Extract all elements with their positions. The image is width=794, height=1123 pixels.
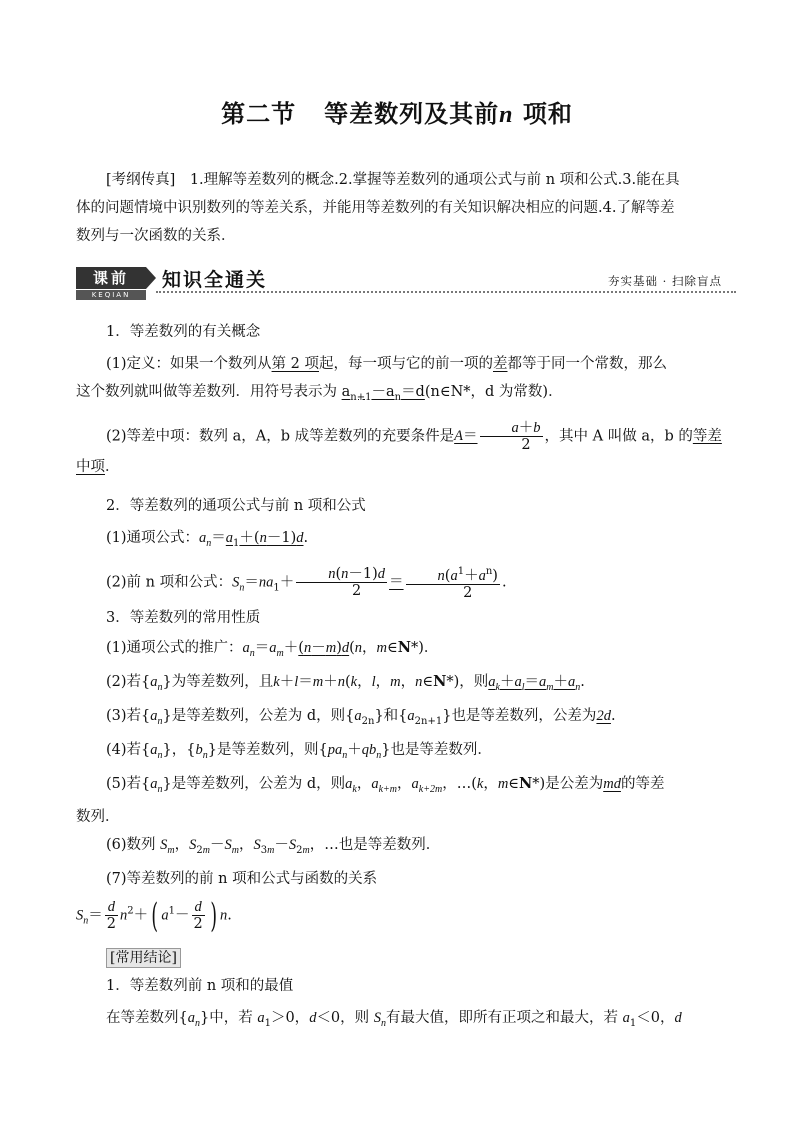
section-2-heading: 2．等差数列的通项公式与前 n 项和公式 [106, 498, 366, 514]
function-relation-formula: $S_n=$ $\frac{d}{2}$ $n^2+$( $a^1-$ $\frac{d}{2}$ ) n. [76, 895, 232, 936]
outline-block: [考纲传真] 1.理解等差数列的概念.2.掌握等差数列的通项公式与前 n 项和公式.3.能在具 体的问题情境中识别数列的等差关系，并能用等差数列的有关知识解决相应的问题.4.了解等差 数列与一次函数的关系． [76, 172, 680, 244]
section-divider [156, 291, 736, 293]
badge-arrow-icon [146, 267, 156, 289]
conclusions: [常用结论] 1．等差数列前 n 项和的最值 在等差数列$\{a_n\}$中，若 $a_1>0$，d＜0，则 $S_n$有最大值，即所有正项之和最大，若 $a_1<0$，d [76, 944, 726, 1038]
section-3: 3．等差数列的常用性质 (1)通项公式的推广：$a_n=a_m+(n-m)d(n$，m∈N*)． (2)若$\{a_n\}$为等差数列，且k＋l＝m＋n(k，l，m，n∈N*)，则$a_k+a_l=a_m+a_n$. (3)若$\{a_n\}$是等差数列，公差为 d，则$\{a_{2n}\}$和$\{a_{2n+1}\}$也是等差数列，公差为2d. (4)若$\{a_n\}$，$\{b_n\}$是等差数列，则$\{pa_n+qb_n\}$也是等差数列． (5)若$\{a_n\}$是等差数列，公差为 d，则$a_k$，$a_{k+m}$，$a_{k+2m}$，…(k，m∈N*)是公差为md的等差 数列． (6)数列 $S_m$，$S_{2m}-S_m$，$S_{3m}-S_{2m}$，…也是等差数列． (7)等差数列的前 n 项和公式与函数的关系 $S_n=$ $\frac{d}{2}$ $n^2+$( $a^1-$ $\frac{d}{2}$ ) n. [76, 604, 726, 932]
section-title: 知识全通关 [162, 269, 268, 291]
conclusions-tag: [常用结论] [106, 948, 181, 968]
section-3-heading: 3．等差数列的常用性质 [106, 610, 261, 626]
title-suffix: 项和 [522, 100, 573, 128]
page-title [0, 94, 794, 129]
title-prefix: 第二节 [221, 100, 297, 128]
section-1: 1．等差数列的有关概念 (1)定义：如果一个数列从第 2 项起，每一项与它的前一项的差都等于同一个常数，那么 这个数列就叫做等差数列．用符号表示为 $a_{n+1}-a_n=d(n\in N*$，d 为常数)． (2)等差中项：数列 a，A，b 成等差数列的充要条件是A＝ $\frac{a+b}{2}$ ，其中 A 叫做 a，b 的等差 中项． [76, 318, 726, 481]
outline-label: [考纲传真] [106, 172, 176, 188]
section-1-heading: 1．等差数列的有关概念 [106, 324, 261, 340]
title-main: 等差数列及其前 [324, 100, 500, 128]
title-variable: n [499, 102, 514, 128]
section-badge-sub: KEQIAN [76, 290, 146, 300]
section-banner [76, 265, 736, 301]
middle-term-formula: A＝ $\frac{a+b}{2}$ [454, 419, 541, 453]
sum-formula: $\frac{n(n-1)d}{2}$ ＝ $\frac{n(a^1+a^n)}{2}$ [294, 574, 502, 590]
section-subtitle: 夯实基础 · 扫除盲点 [608, 274, 722, 288]
general-term-formula: $a_1+(n-1)d$ [225, 530, 304, 549]
conclusion-1-heading: 1．等差数列前 n 项和的最值 [106, 978, 294, 994]
definition-formula: $a_{n+1}-a_n=d$ [341, 384, 425, 403]
section-badge: 课前 [76, 267, 146, 289]
section-2: 2．等差数列的通项公式与前 n 项和公式 (1)通项公式：$a_n=a_1+(n-1)d$. (2)前 n 项和公式：$S_n=na_1+$ $\frac{n(n-1)d}{2}$ ＝ $\frac{n(a^1+a^n)}{2}$ . [76, 492, 726, 602]
